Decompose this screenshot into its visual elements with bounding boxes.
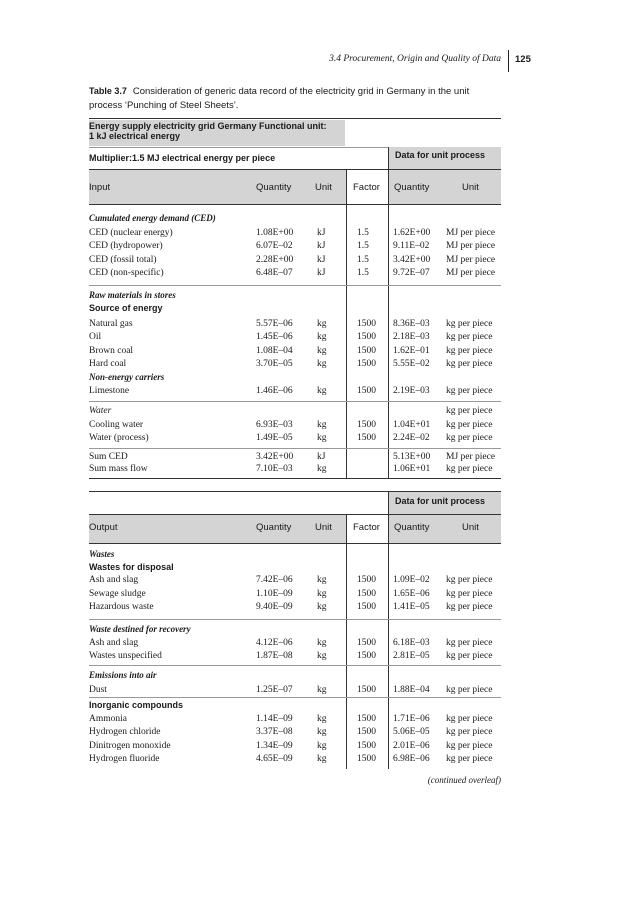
dup-header-input: Data for unit process	[395, 150, 486, 160]
cell-q2: 1.71E–06	[393, 714, 430, 724]
cell-q: 6.07E–02	[256, 241, 293, 251]
rule	[89, 543, 501, 544]
cell-u2: kg per piece	[446, 741, 493, 751]
cell-q: 1.25E–07	[256, 685, 293, 695]
col-unit-2: Unit	[462, 182, 479, 193]
cell-q: 6.48E–07	[256, 268, 293, 278]
section-heading: Cumulated energy demand (CED)	[89, 213, 216, 223]
row-label: Ammonia	[89, 714, 127, 724]
cell-q: 3.37E–08	[256, 727, 293, 737]
rule	[346, 514, 347, 769]
row-label: Sum CED	[89, 452, 128, 462]
cell-u2: MJ per piece	[446, 228, 496, 238]
cell-q: 1.34E–09	[256, 741, 293, 751]
cell-q2: 5.06E–05	[393, 727, 430, 737]
cell-u: kg	[317, 685, 327, 695]
row-label: CED (non-specific)	[89, 268, 164, 278]
row-label: CED (fossil total)	[89, 255, 157, 265]
row-label: Hydrogen chloride	[89, 727, 161, 737]
row-label: Wastes unspecified	[89, 651, 162, 661]
cell-u2: kg per piece	[446, 319, 493, 329]
rule	[89, 619, 501, 620]
section-heading: Water	[89, 406, 112, 416]
col-unit: Unit	[315, 182, 332, 193]
cell-q2: 6.18E–03	[393, 638, 430, 648]
col-unit-2: Unit	[462, 522, 479, 533]
cell-u: kg	[317, 319, 327, 329]
cell-f: 1500	[357, 589, 376, 599]
cell-u2: kg per piece	[446, 602, 493, 612]
cell-f: 1500	[357, 575, 376, 585]
section-heading: Waste destined for recovery	[89, 624, 191, 634]
rule	[89, 665, 501, 666]
cell-q2: 1.65E–06	[393, 589, 430, 599]
cell-q: 1.46E–06	[256, 386, 293, 396]
cell-u: kg	[317, 714, 327, 724]
cell-f: 1500	[357, 346, 376, 356]
cell-u2: kg per piece	[446, 638, 493, 648]
cell-q2: 1.04E+01	[393, 420, 431, 430]
row-label: Hydrogen fluoride	[89, 754, 160, 764]
caption-label: Table 3.7	[89, 86, 127, 96]
rule	[388, 491, 389, 769]
caption-text: Consideration of generic data record of the electricity grid in Germany in the unit process ‘Punching of Steel Sheets’.	[89, 86, 470, 111]
cell-q2: 8.36E–03	[393, 319, 430, 329]
cell-q2: 2.19E–03	[393, 386, 430, 396]
cell-u2: kg per piece	[446, 359, 493, 369]
section-heading: Emissions into air	[89, 670, 157, 680]
dup-header-output: Data for unit process	[395, 496, 486, 506]
col-quantity-2: Quantity	[394, 182, 430, 193]
cell-u: kg	[317, 464, 327, 474]
cell-u2: kg per piece	[446, 589, 493, 599]
input-header-shade	[89, 170, 347, 204]
cell-u2: kg per piece	[446, 420, 493, 430]
cell-u2: MJ per piece	[446, 452, 496, 462]
cell-u2: kg per piece	[446, 433, 493, 443]
row-label: Hazardous waste	[89, 602, 154, 612]
cell-f: 1.5	[357, 255, 369, 265]
table-title-line1: Energy supply electricity grid Germany Functional unit:	[89, 121, 327, 131]
cell-q: 1.08E+00	[256, 228, 294, 238]
cell-u2: kg per piece	[446, 406, 493, 416]
cell-u: kg	[317, 602, 327, 612]
cell-q: 1.08E–04	[256, 346, 293, 356]
cell-u: kg	[317, 346, 327, 356]
table-caption	[89, 84, 501, 113]
rule	[89, 697, 501, 698]
section-heading: Raw materials in stores	[89, 290, 176, 300]
cell-q: 7.10E–03	[256, 464, 293, 474]
row-label: CED (hydropower)	[89, 241, 163, 251]
cell-u: kg	[317, 638, 327, 648]
cell-u: kg	[317, 420, 327, 430]
col-quantity-2: Quantity	[394, 522, 430, 533]
cell-q2: 2.18E–03	[393, 332, 430, 342]
cell-f: 1500	[357, 638, 376, 648]
row-label: Brown coal	[89, 346, 134, 356]
row-label: Ash and slag	[89, 575, 139, 585]
rule	[89, 448, 501, 449]
table-top-rule	[89, 118, 501, 119]
cell-u: kg	[317, 754, 327, 764]
rule	[346, 169, 347, 479]
cell-q: 1.87E–08	[256, 651, 293, 661]
section-heading: Non-energy carriers	[89, 372, 165, 382]
cell-q2: 1.09E–02	[393, 575, 430, 585]
cell-u: kg	[317, 575, 327, 585]
section-heading: Wastes for disposal	[89, 562, 174, 572]
cell-f: 1500	[357, 714, 376, 724]
row-label: Hard coal	[89, 359, 127, 369]
section-heading: Inorganic compounds	[89, 700, 184, 710]
section-heading: Source of energy	[89, 303, 163, 313]
row-label: Dust	[89, 685, 107, 695]
cell-f: 1.5	[357, 241, 369, 251]
cell-f: 1500	[357, 754, 376, 764]
cell-q: 6.93E–03	[256, 420, 293, 430]
row-label: Oil	[89, 332, 102, 342]
cell-f: 1500	[357, 433, 376, 443]
cell-u2: kg per piece	[446, 346, 493, 356]
cell-u2: MJ per piece	[446, 255, 496, 265]
table-title-line2: 1 kJ electrical energy	[89, 131, 181, 141]
cell-u2: kg per piece	[446, 386, 493, 396]
continued-note: (continued overleaf)	[427, 775, 501, 785]
cell-q2: 5.55E–02	[393, 359, 430, 369]
cell-u2: kg per piece	[446, 651, 493, 661]
cell-f: 1500	[357, 685, 376, 695]
cell-u: kg	[317, 589, 327, 599]
cell-u: kg	[317, 651, 327, 661]
cell-u: kg	[317, 741, 327, 751]
col-input: Input	[89, 182, 111, 193]
col-factor: Factor	[353, 182, 380, 193]
cell-u: kg	[317, 727, 327, 737]
cell-u: kg	[317, 386, 327, 396]
cell-u: kg	[317, 433, 327, 443]
rule	[89, 478, 501, 479]
row-label: Limestone	[89, 386, 130, 396]
row-label: Ash and slag	[89, 638, 139, 648]
cell-u2: kg per piece	[446, 727, 493, 737]
cell-f: 1.5	[357, 228, 369, 238]
cell-q2: 3.42E+00	[393, 255, 431, 265]
cell-q2: 5.13E+00	[393, 452, 431, 462]
cell-q: 5.57E–06	[256, 319, 293, 329]
row-label: Natural gas	[89, 319, 133, 329]
cell-f: 1500	[357, 359, 376, 369]
cell-u: kg	[317, 359, 327, 369]
cell-q2: 9.11E–02	[393, 241, 430, 251]
cell-q2: 1.88E–04	[393, 685, 430, 695]
col-quantity: Quantity	[256, 182, 292, 193]
cell-u2: kg per piece	[446, 754, 493, 764]
cell-q2: 1.06E+01	[393, 464, 431, 474]
cell-f: 1.5	[357, 268, 369, 278]
cell-u2: kg per piece	[446, 714, 493, 724]
cell-q2: 2.24E–02	[393, 433, 430, 443]
section-heading: Wastes	[89, 549, 115, 559]
cell-u2: kg per piece	[446, 332, 493, 342]
multiplier: Multiplier:1.5 MJ electrical energy per piece	[89, 153, 276, 163]
header-divider	[508, 50, 509, 72]
cell-f: 1500	[357, 420, 376, 430]
col-factor: Factor	[353, 522, 380, 533]
cell-f: 1500	[357, 741, 376, 751]
rule	[388, 147, 389, 479]
cell-u2: kg per piece	[446, 685, 493, 695]
cell-q: 9.40E–09	[256, 602, 293, 612]
cell-u: kJ	[317, 228, 326, 238]
cell-f: 1500	[357, 727, 376, 737]
cell-f: 1500	[357, 319, 376, 329]
cell-q: 4.12E–06	[256, 638, 293, 648]
cell-q2: 6.98E–06	[393, 754, 430, 764]
cell-u: kJ	[317, 452, 326, 462]
row-label: Dinitrogen monoxide	[89, 741, 171, 751]
cell-u: kJ	[317, 255, 326, 265]
cell-q: 3.42E+00	[256, 452, 294, 462]
rule	[89, 401, 501, 402]
cell-u: kJ	[317, 268, 326, 278]
cell-q2: 2.81E–05	[393, 651, 430, 661]
rule	[89, 515, 347, 543]
cell-u: kg	[317, 332, 327, 342]
col-unit: Unit	[315, 522, 332, 533]
row-label: CED (nuclear energy)	[89, 228, 173, 238]
cell-f: 1500	[357, 386, 376, 396]
cell-f: 1500	[357, 602, 376, 612]
row-label: Cooling water	[89, 420, 144, 430]
table-title	[89, 121, 339, 141]
cell-f: 1500	[357, 332, 376, 342]
cell-q: 3.70E–05	[256, 359, 293, 369]
cell-q: 4.65E–09	[256, 754, 293, 764]
cell-q: 2.28E+00	[256, 255, 294, 265]
rule	[89, 204, 501, 205]
cell-q2: 1.62E–01	[393, 346, 430, 356]
cell-q2: 2.01E–06	[393, 741, 430, 751]
row-label: Sum mass flow	[89, 464, 148, 474]
col-output: Output	[89, 522, 118, 533]
cell-q2: 9.72E–07	[393, 268, 430, 278]
cell-q2: 1.41E–05	[393, 602, 430, 612]
cell-u: kJ	[317, 241, 326, 251]
cell-u2: MJ per piece	[446, 241, 496, 251]
cell-f: 1500	[357, 651, 376, 661]
cell-q2: 1.62E+00	[393, 228, 431, 238]
col-quantity: Quantity	[256, 522, 292, 533]
cell-q: 1.14E–09	[256, 714, 293, 724]
rule	[89, 285, 501, 286]
page-number: 125	[515, 54, 531, 65]
cell-q: 1.45E–06	[256, 332, 293, 342]
cell-q: 1.10E–09	[256, 589, 293, 599]
row-label: Water (process)	[89, 433, 149, 443]
cell-u2: kg per piece	[446, 575, 493, 585]
cell-q: 7.42E–06	[256, 575, 293, 585]
cell-u2: MJ per piece	[446, 268, 496, 278]
row-label: Sewage sludge	[89, 589, 146, 599]
running-title: 3.4 Procurement, Origin and Quality of Data	[329, 54, 501, 64]
cell-u2: kg per piece	[446, 464, 493, 474]
cell-q: 1.49E–05	[256, 433, 293, 443]
